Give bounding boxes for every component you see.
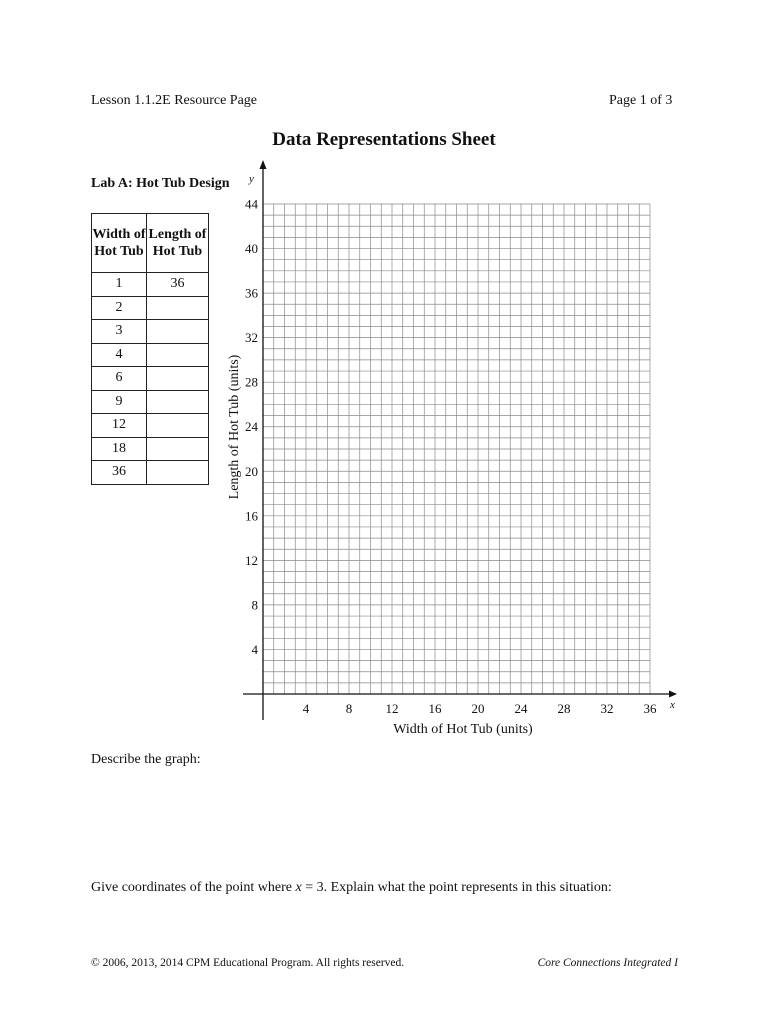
width-cell: 36 — [92, 461, 147, 485]
x-axis-arrow — [669, 691, 677, 698]
y-tick-label: 24 — [245, 419, 258, 435]
y-tick-label: 36 — [245, 285, 258, 301]
width-column-header: Width of Hot Tub — [92, 214, 147, 273]
width-cell: 9 — [92, 390, 147, 414]
y-tick-label: 44 — [245, 196, 258, 212]
width-cell: 12 — [92, 414, 147, 438]
x-axis-title: Width of Hot Tub (units) — [393, 722, 533, 737]
y-axis-title: Length of Hot Tub (units) — [227, 354, 242, 500]
y-tick-label: 32 — [245, 330, 258, 346]
coordinates-prompt-start: Give coordinates of the point where — [91, 880, 296, 895]
width-cell: 6 — [92, 367, 147, 391]
x-tick-label: 24 — [514, 701, 528, 716]
x-tick-label: 32 — [600, 701, 614, 716]
book-title: Core Connections Integrated I — [537, 957, 678, 969]
length-column-header: Length of Hot Tub — [147, 214, 209, 273]
page-number: Page 1 of 3 — [609, 93, 673, 108]
y-tick-label: 40 — [245, 241, 258, 257]
x-tick-label: 12 — [385, 701, 399, 716]
coordinates-prompt-end: = 3. Explain what the point represents in this situation: — [301, 880, 612, 895]
describe-graph-prompt: Describe the graph: — [91, 752, 201, 767]
lab-heading: Lab A: Hot Tub Design — [91, 176, 230, 191]
copyright-notice: © 2006, 2013, 2014 CPM Educational Program. All rights reserved. — [91, 957, 405, 969]
width-cell: 1 — [92, 273, 147, 297]
page-title: Data Representations Sheet — [272, 129, 496, 150]
y-tick-label: 4 — [251, 641, 258, 657]
axes — [243, 160, 677, 720]
coordinates-prompt — [91, 880, 612, 896]
coordinates-variable: x — [295, 880, 302, 895]
y-tick-label: 16 — [245, 508, 258, 524]
y-variable-label: y — [249, 173, 254, 185]
y-axis-arrow — [260, 160, 267, 169]
x-tick-label: 20 — [471, 701, 485, 716]
y-tick-label: 28 — [245, 374, 258, 390]
x-tick-label: 4 — [302, 701, 310, 716]
width-cell: 3 — [92, 320, 147, 344]
y-tick-label: 8 — [251, 597, 258, 613]
y-tick-label: 12 — [245, 552, 258, 568]
x-tick-label: 36 — [643, 701, 657, 716]
x-tick-label: 8 — [345, 701, 353, 716]
width-cell: 2 — [92, 296, 147, 320]
width-cell: 18 — [92, 437, 147, 461]
x-tick-label: 28 — [557, 701, 571, 716]
lesson-label: Lesson 1.1.2E Resource Page — [91, 93, 258, 108]
y-tick-label: 20 — [245, 463, 258, 479]
x-variable-label: x — [670, 699, 675, 711]
x-tick-label: 16 — [428, 701, 442, 716]
length-cell[interactable]: 36 — [147, 273, 209, 297]
grid — [263, 204, 650, 694]
width-cell: 4 — [92, 343, 147, 367]
